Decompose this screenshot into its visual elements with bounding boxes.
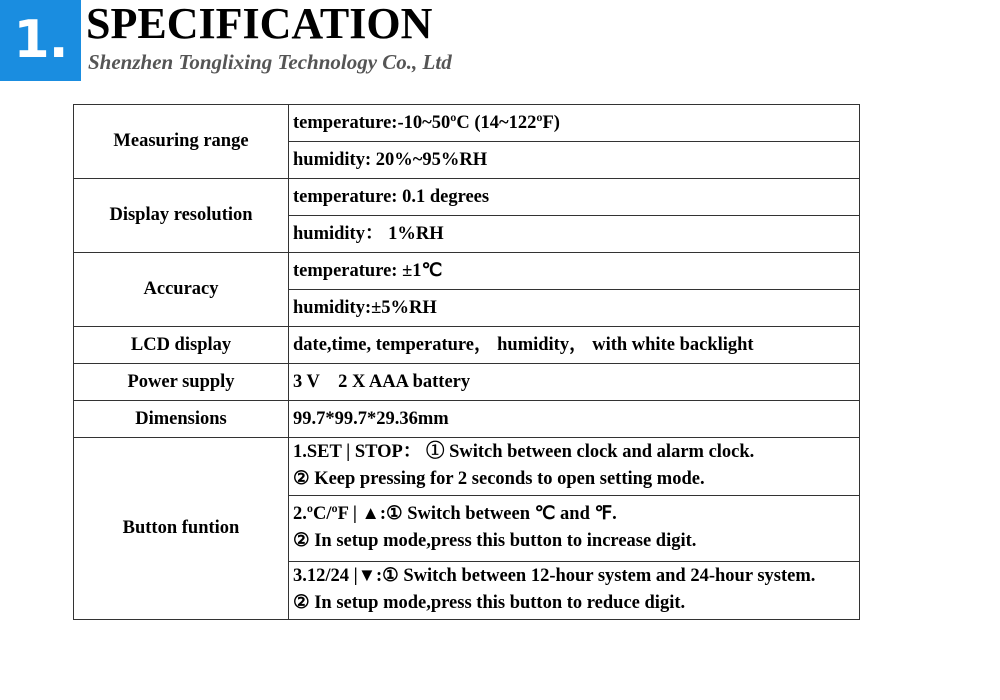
lcd-display-label: LCD display bbox=[74, 327, 289, 364]
button-function-label: Button funtion bbox=[74, 438, 289, 620]
lcd-display-value: date,time, temperature， humidity， with white backlight bbox=[289, 327, 860, 364]
button-3-description bbox=[289, 562, 860, 620]
button-2-description bbox=[289, 496, 860, 562]
button-1-line-2: ② Keep pressing for 2 seconds to open setting mode. bbox=[293, 469, 705, 489]
button-3-line-1: 3.12/24 |▼:① Switch between 12-hour system and 24-hour system. bbox=[293, 566, 816, 586]
table-row bbox=[74, 364, 860, 401]
display-resolution-label: Display resolution bbox=[74, 179, 289, 253]
accuracy-temperature: temperature: ±1℃ bbox=[289, 253, 860, 290]
dimensions-value: 99.7*99.7*29.36mm bbox=[289, 401, 860, 438]
table-row bbox=[74, 438, 860, 496]
button-1-line-1: 1.SET | STOP： ① Switch between clock and alarm clock. bbox=[293, 442, 755, 462]
measuring-range-label: Measuring range bbox=[74, 105, 289, 179]
page-title: SPECIFICATION bbox=[86, 0, 433, 48]
company-subtitle: Shenzhen Tonglixing Technology Co., Ltd bbox=[88, 50, 452, 74]
measuring-range-temperature: temperature:-10~50ºC (14~122ºF) bbox=[289, 105, 860, 142]
button-2-line-2: ② In setup mode,press this button to increase digit. bbox=[293, 531, 697, 551]
accuracy-humidity: humidity:±5%RH bbox=[289, 290, 860, 327]
button-2-line-1: 2.ºC/ºF | ▲:① Switch between ℃ and ℉. bbox=[293, 504, 617, 524]
measuring-range-humidity: humidity: 20%~95%RH bbox=[289, 142, 860, 179]
accuracy-label: Accuracy bbox=[74, 253, 289, 327]
header bbox=[0, 0, 1000, 82]
power-supply-value: 3 V 2 X AAA battery bbox=[289, 364, 860, 401]
table-row bbox=[74, 253, 860, 290]
table-row bbox=[74, 327, 860, 364]
dimensions-label: Dimensions bbox=[74, 401, 289, 438]
section-number-badge: 1. bbox=[0, 0, 81, 81]
button-3-line-2: ② In setup mode,press this button to reduce digit. bbox=[293, 593, 686, 613]
table-row bbox=[74, 401, 860, 438]
table-row bbox=[74, 105, 860, 142]
specification-table bbox=[73, 104, 860, 620]
button-1-description bbox=[289, 438, 860, 496]
display-resolution-temperature: temperature: 0.1 degrees bbox=[289, 179, 860, 216]
table-row bbox=[74, 179, 860, 216]
display-resolution-humidity: humidity： 1%RH bbox=[289, 216, 860, 253]
power-supply-label: Power supply bbox=[74, 364, 289, 401]
